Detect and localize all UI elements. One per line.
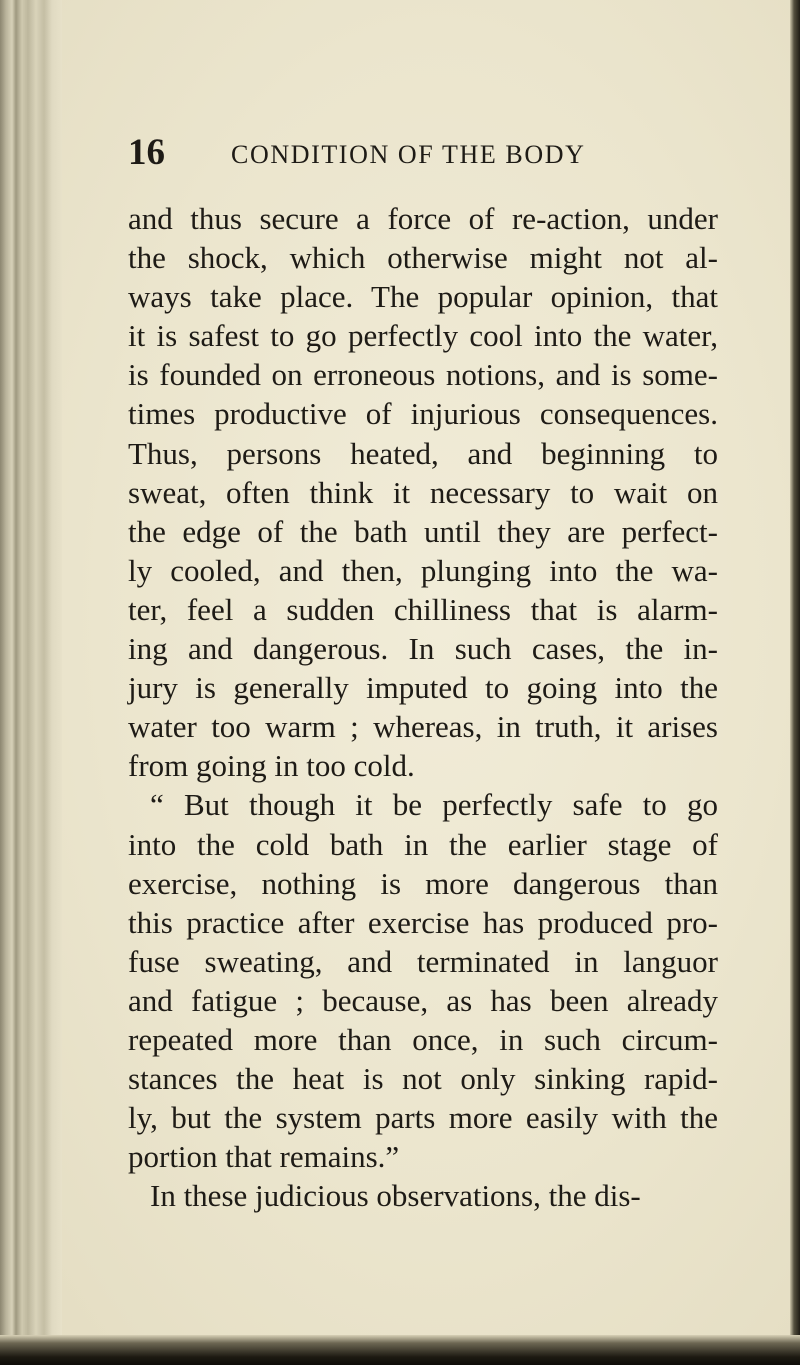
- text-line: and thus secure a force of re-action, under: [128, 201, 718, 236]
- text-line: it is safest to go perfectly cool into the water,: [128, 318, 718, 354]
- text-line: and fatigue ; because, as has been already: [128, 982, 718, 1018]
- text-line: exercise, nothing is more dangerous than: [128, 865, 718, 901]
- text-line: ing and dangerous. In such cases, the in-: [128, 631, 718, 667]
- running-head: CONDITION OF THE BODY: [231, 140, 586, 169]
- text-line: sweat, often think it necessary to wait on: [128, 474, 718, 510]
- text-line: stances the heat is not only sinking rapid-: [128, 1061, 718, 1097]
- text-line: ly cooled, and then, plunging into the wa-: [128, 552, 718, 588]
- text-line: Thus, persons heated, and beginning to: [128, 435, 718, 471]
- text-line: “ But though it be perfectly safe to go: [150, 787, 718, 823]
- text-line: ly, but the system parts more easily with the: [128, 1100, 718, 1136]
- text-line: In these judicious observations, the dis-: [150, 1178, 641, 1214]
- text-line: the shock, which otherwise might not al-: [128, 240, 718, 276]
- text-line: is founded on erroneous notions, and is some-: [128, 357, 718, 393]
- body-text: [128, 199, 718, 1215]
- page-header: [128, 128, 768, 178]
- text-line: portion that remains.”: [128, 1139, 400, 1175]
- page-bottom-edge: [0, 1335, 800, 1365]
- text-line: this practice after exercise has produced pro-: [128, 904, 718, 940]
- text-line: times productive of injurious consequences.: [128, 396, 718, 432]
- text-line: water too warm ; whereas, in truth, it arises: [128, 709, 718, 745]
- text-line: fuse sweating, and terminated in languor: [128, 943, 718, 979]
- page-number: 16: [128, 132, 165, 173]
- text-line: ways take place. The popular opinion, that: [128, 279, 718, 315]
- text-line: repeated more than once, in such circum-: [128, 1021, 718, 1057]
- text-line: into the cold bath in the earlier stage of: [128, 826, 718, 862]
- text-line: the edge of the bath until they are perfect-: [128, 513, 718, 549]
- text-line: jury is generally imputed to going into the: [128, 670, 718, 706]
- page-right-edge: [790, 0, 800, 1365]
- text-line: from going in too cold.: [128, 748, 415, 784]
- book-gutter: [0, 0, 62, 1365]
- text-line: ter, feel a sudden chilliness that is alarm-: [128, 591, 718, 627]
